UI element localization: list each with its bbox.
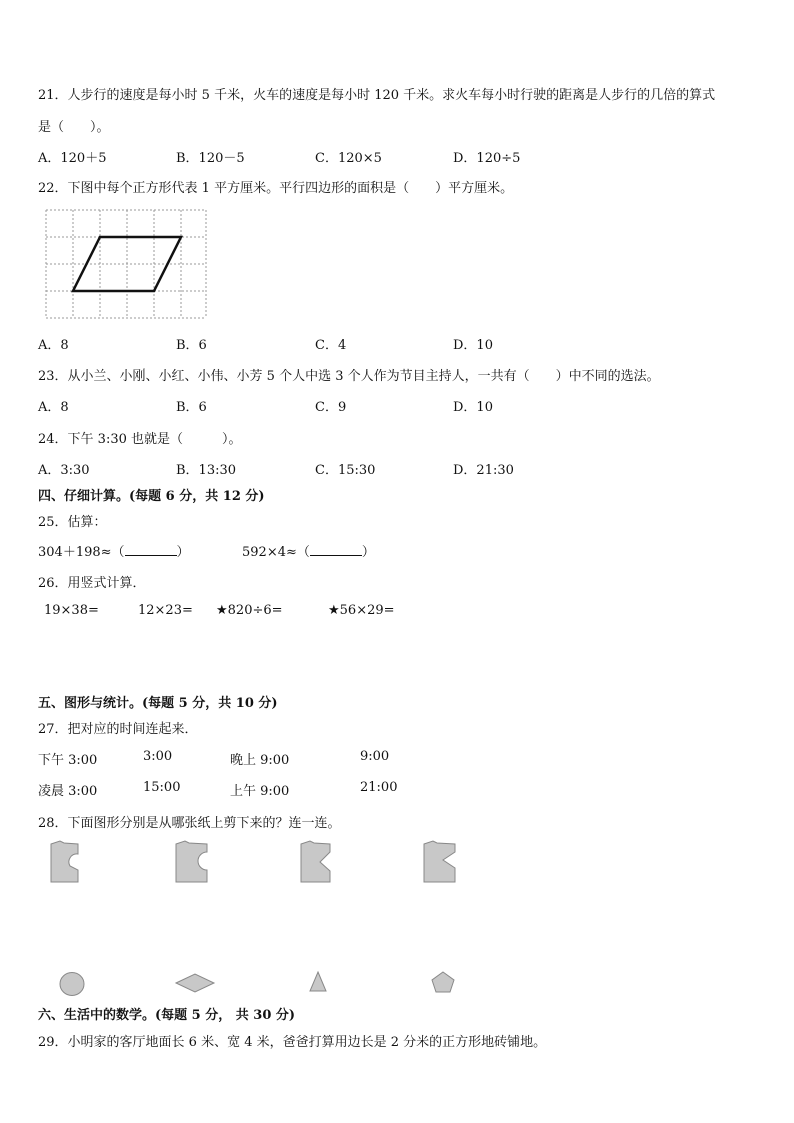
q22-option-b: B．6 xyxy=(176,338,207,353)
q24-option-c: C．15:30 xyxy=(315,463,376,478)
q21-option-a: A．120＋5 xyxy=(38,151,107,166)
q21-option-d: D．120÷5 xyxy=(453,151,521,166)
q27-row1-item-1: 下午 3:00 xyxy=(38,753,98,768)
q24-stem: 24．下午 3:30 也就是（ ）。 xyxy=(38,432,242,447)
q27-row2-item-4: 21:00 xyxy=(360,780,398,795)
q24-option-b: B．13:30 xyxy=(176,463,237,478)
q23-stem: 23．从小兰、小刚、小红、小伟、小芳 5 个人中选 3 个人作为节目主持人，一共有（ ）中不同的选法。 xyxy=(38,369,660,384)
q22-option-c: C．4 xyxy=(315,338,347,353)
q27-row1-item-4: 9:00 xyxy=(360,749,390,764)
q25-stem: 25．估算： xyxy=(38,515,107,530)
q26-stem: 26．用竖式计算． xyxy=(38,576,146,591)
q25-item-1-expr: 304＋198≈（ xyxy=(38,545,125,560)
pentagon-shape xyxy=(430,970,456,994)
q27-stem: 27．把对应的时间连起来． xyxy=(38,722,198,737)
q25-item-1-blank[interactable] xyxy=(125,543,177,556)
q26-item-4: ★56×29= xyxy=(328,603,395,618)
triangle-shape xyxy=(307,970,329,994)
paper-cutout-semicircle xyxy=(173,838,211,884)
q25-item-2 xyxy=(242,541,375,560)
q27-row1-item-2: 3:00 xyxy=(143,749,173,764)
q29-stem: 29．小明家的客厅地面长 6 米、宽 4 米，爸爸打算用边长是 2 分米的正方形地砖铺地。 xyxy=(38,1035,547,1050)
q25-item-2-expr: 592×4≈（ xyxy=(242,545,310,560)
paper-cutout-circle xyxy=(48,838,82,884)
paper-cutout-rhombus xyxy=(421,838,459,884)
q28-stem: 28．下面图形分别是从哪张纸上剪下来的？连一连。 xyxy=(38,816,341,831)
q21-stem-line1: 21．人步行的速度是每小时 5 千米，火车的速度是每小时 120 千米。求火车每小时行驶的距离是人步行的几倍的算式 xyxy=(38,88,716,103)
q27-row2-item-2: 15:00 xyxy=(143,780,181,795)
q26-item-3: ★820÷6= xyxy=(216,603,283,618)
q22-option-d: D．10 xyxy=(453,338,493,353)
section-6-title: 六、生活中的数学。(每题 5 分， 共 30 分) xyxy=(38,1008,296,1023)
q23-option-d: D．10 xyxy=(453,400,493,415)
q23-option-c: C．9 xyxy=(315,400,347,415)
q27-row2-item-3: 上午 9:00 xyxy=(230,784,290,799)
q26-item-2: 12×23= xyxy=(138,603,193,618)
q25-item-1 xyxy=(38,541,190,560)
q25-item-2-blank[interactable] xyxy=(310,543,362,556)
q26-item-1: 19×38= xyxy=(44,603,99,618)
q23-option-a: A．8 xyxy=(38,400,69,415)
q22-stem: 22．下图中每个正方形代表 1 平方厘米。平行四边形的面积是（ ）平方厘米。 xyxy=(38,181,514,196)
parallelogram-grid-figure xyxy=(44,208,210,320)
section-4-title: 四、仔细计算。(每题 6 分，共 12 分) xyxy=(38,489,265,504)
q27-row2-item-1: 凌晨 3:00 xyxy=(38,784,98,799)
q22-option-a: A．8 xyxy=(38,338,69,353)
q24-option-d: D．21:30 xyxy=(453,463,514,478)
q21-stem-line2: 是（ ）。 xyxy=(38,120,110,135)
q24-option-a: A．3:30 xyxy=(38,463,90,478)
q21-option-b: B．120－5 xyxy=(176,151,245,166)
q25-item-1-close: ） xyxy=(176,545,190,560)
circle-shape xyxy=(58,970,86,998)
q27-row1-item-3: 晚上 9:00 xyxy=(230,753,290,768)
q23-option-b: B．6 xyxy=(176,400,207,415)
q25-item-2-close: ） xyxy=(361,545,375,560)
q21-option-c: C．120×5 xyxy=(315,151,382,166)
square-grid xyxy=(46,210,206,318)
rhombus-shape xyxy=(174,972,216,994)
section-5-title: 五、图形与统计。(每题 5 分，共 10 分) xyxy=(38,696,278,711)
paper-cutout-triangle xyxy=(298,838,334,884)
